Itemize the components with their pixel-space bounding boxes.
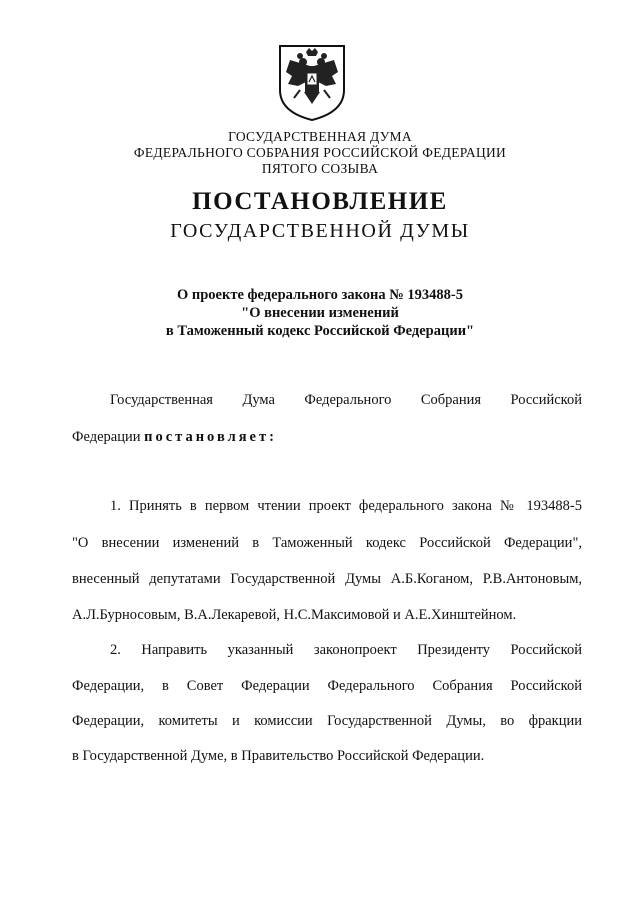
item-1-line-2: "О внесении изменений в Таможенный кодекс Российской Федерации", (72, 535, 582, 551)
preamble-resolves-word: постановляет: (144, 429, 277, 445)
preamble-line-1: Государственная Дума Федерального Собрания Российской (110, 392, 582, 408)
document-issuer: ГОСУДАРСТВЕННОЙ ДУМЫ (170, 220, 470, 242)
item-1-line-1: 1. Принять в первом чтении проект федерального закона № 193488-5 (110, 498, 582, 514)
org-name-line-1: ГОСУДАРСТВЕННАЯ ДУМА (228, 129, 412, 144)
item-1-line-3: внесенный депутатами Государственной Думы А.Б.Коганом, Р.В.Антоновым, (72, 571, 582, 587)
item-2-line-4: в Государственной Думе, в Правительство Российской Федерации. (72, 748, 485, 764)
document-type-title: ПОСТАНОВЛЕНИЕ (192, 188, 448, 215)
item-1-line-4: А.Л.Бурносовым, В.А.Лекаревой, Н.С.Максимовой и А.Е.Хинштейном. (72, 607, 517, 623)
subject-line-3: в Таможенный кодекс Российской Федерации" (165, 323, 475, 339)
convocation-line: ПЯТОГО СОЗЫВА (261, 161, 379, 176)
subject-line-2: "О внесении изменений (241, 305, 399, 321)
preamble-federation-word: Федерации (72, 429, 141, 445)
item-2-line-1: 2. Направить указанный законопроект Президенту Российской (110, 642, 582, 658)
org-name-line-2: ФЕДЕРАЛЬНОГО СОБРАНИЯ РОССИЙСКОЙ ФЕДЕРАЦИИ (133, 145, 507, 160)
preamble-line-2 (72, 428, 582, 446)
item-2-line-2: Федерации, в Совет Федерации Федерального Собрания Российской (72, 678, 582, 694)
russian-coat-of-arms-icon (276, 42, 348, 122)
item-2-line-3: Федерации, комитеты и комиссии Государственной Думы, во фракции (72, 713, 582, 729)
subject-line-1: О проекте федерального закона № 193488-5 (176, 287, 464, 303)
